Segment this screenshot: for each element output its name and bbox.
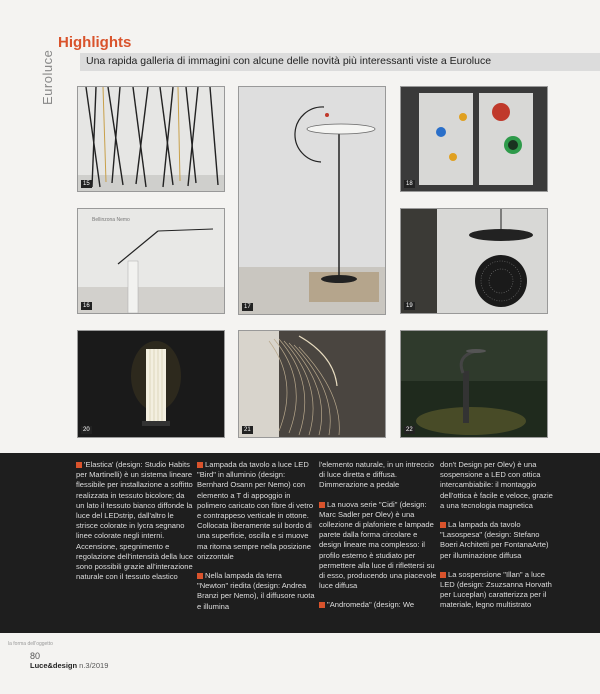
photo-21: [238, 330, 386, 438]
photo-18: [400, 86, 548, 192]
elastica-image: [78, 87, 224, 191]
magazine-title: Luce&design: [30, 661, 78, 670]
photo-number: 19: [406, 303, 413, 309]
bullet-square: [319, 502, 325, 508]
section-label: Euroluce: [40, 49, 55, 105]
caption-19-cont: don't Design per Olev) è una sospensione a LED con ottica intercambiabile: il montaggio dell'ottica è facile e veloce, grazie a una tecnologia magnetica: [440, 460, 553, 510]
lasospesa-image: [78, 331, 224, 437]
photo-number: 17: [244, 304, 251, 310]
illan-image: [239, 331, 385, 437]
bird-lamp-image: [78, 209, 224, 313]
photo-20: [77, 330, 225, 438]
caption-19: "Andromeda" (design: We: [319, 600, 437, 610]
photo-16: [77, 208, 225, 314]
photo-15: [77, 86, 225, 192]
page-title: Highlights: [58, 34, 132, 51]
photo-number: 15: [83, 181, 90, 187]
text-column-2: [197, 460, 315, 621]
outdoor-lamp-image: [401, 331, 547, 437]
photo-number: 22: [406, 427, 413, 433]
bullet-square: [76, 462, 82, 468]
photo-number: 18: [406, 181, 413, 187]
bullet-square: [319, 602, 325, 608]
caption-17: Nella lampada da terra "Newton" riedita (design: Andrea Branzi per Nemo), il diffusore ruota e illumina: [197, 571, 315, 611]
bullet-square: [440, 522, 446, 528]
andromeda-image: [401, 209, 547, 313]
newton-lamp-image: [239, 87, 385, 314]
caption-18: La nuova serie "Cidi" (design: Marc Sadler per Olev) è una collezione di plafoniere e lampade parete dalla forma circolare e design lineare ma complesso: il profilo esterno è studiato per permettere alla luce di riflettersi su di esso, producendo una piacevole luce diffusa: [319, 499, 437, 591]
magazine-name: [30, 661, 108, 670]
text-column-3: [319, 460, 437, 620]
photo-number: 21: [244, 427, 251, 433]
caption-15: 'Elastica' (design: Studio Habits per Martinelli) è un sistema lineare flessibile per installazione a soffitto realizzata in tessuto bicolore; da un lato il tessuto bianco diffonde la luce del LEDstrip, dall'altro le strisce colorate in lycra segnano linee colorate negli interni. Accensione, spegnimento e regolazione dell'intensità della luce sono possibili grazie all'interazione naturale con il tessuto elastico: [76, 460, 194, 582]
sign-text: Bellinzona Nemo: [92, 217, 130, 223]
caption-20: La lampada da tavolo "Lasospesa" (design: Stefano Boeri Architetti per FontanaArte) per illuminazione diffusa: [440, 520, 549, 560]
photo-19: [400, 208, 548, 314]
bullet-square: [440, 572, 446, 578]
photo-22: [400, 330, 548, 438]
bullet-square: [197, 462, 203, 468]
photo-number: 20: [83, 427, 90, 433]
text-column-4: [440, 460, 558, 620]
page-subtitle: Una rapida galleria di immagini con alcune delle novità più interessanti viste a Euroluce: [86, 55, 492, 67]
caption-21: La sospensione "Illan" a luce LED (design: Zsuzsanna Horvath per Luceplan) caratterizza per il materiale, legno multistrato: [440, 569, 552, 610]
magazine-issue: n.3/2019: [77, 661, 109, 670]
caption-16: Lampada da tavolo a luce LED "Bird" in alluminio (design: Bernhard Osann per Nemo) con elemento a T di appoggio in polimero caricato con fibre di vetro e contrappeso verticale in ottone. Collocata liberamente sul bordo di una superficie, oscilla e si muove ma ritorna sempre nella posizione orizzontale: [197, 460, 314, 561]
cidi-lights-image: [401, 87, 547, 191]
bullet-square: [197, 573, 203, 579]
caption-17-cont: l'elemento naturale, in un intreccio di luce diretta e diffusa. Dimmerazione a pedale: [319, 460, 435, 490]
footer-side-note: la forma dell'oggetto: [8, 641, 53, 647]
photo-17: [238, 86, 386, 315]
text-column-1: [76, 460, 194, 591]
photo-number: 16: [83, 303, 90, 309]
page-number: 80: [30, 651, 41, 661]
